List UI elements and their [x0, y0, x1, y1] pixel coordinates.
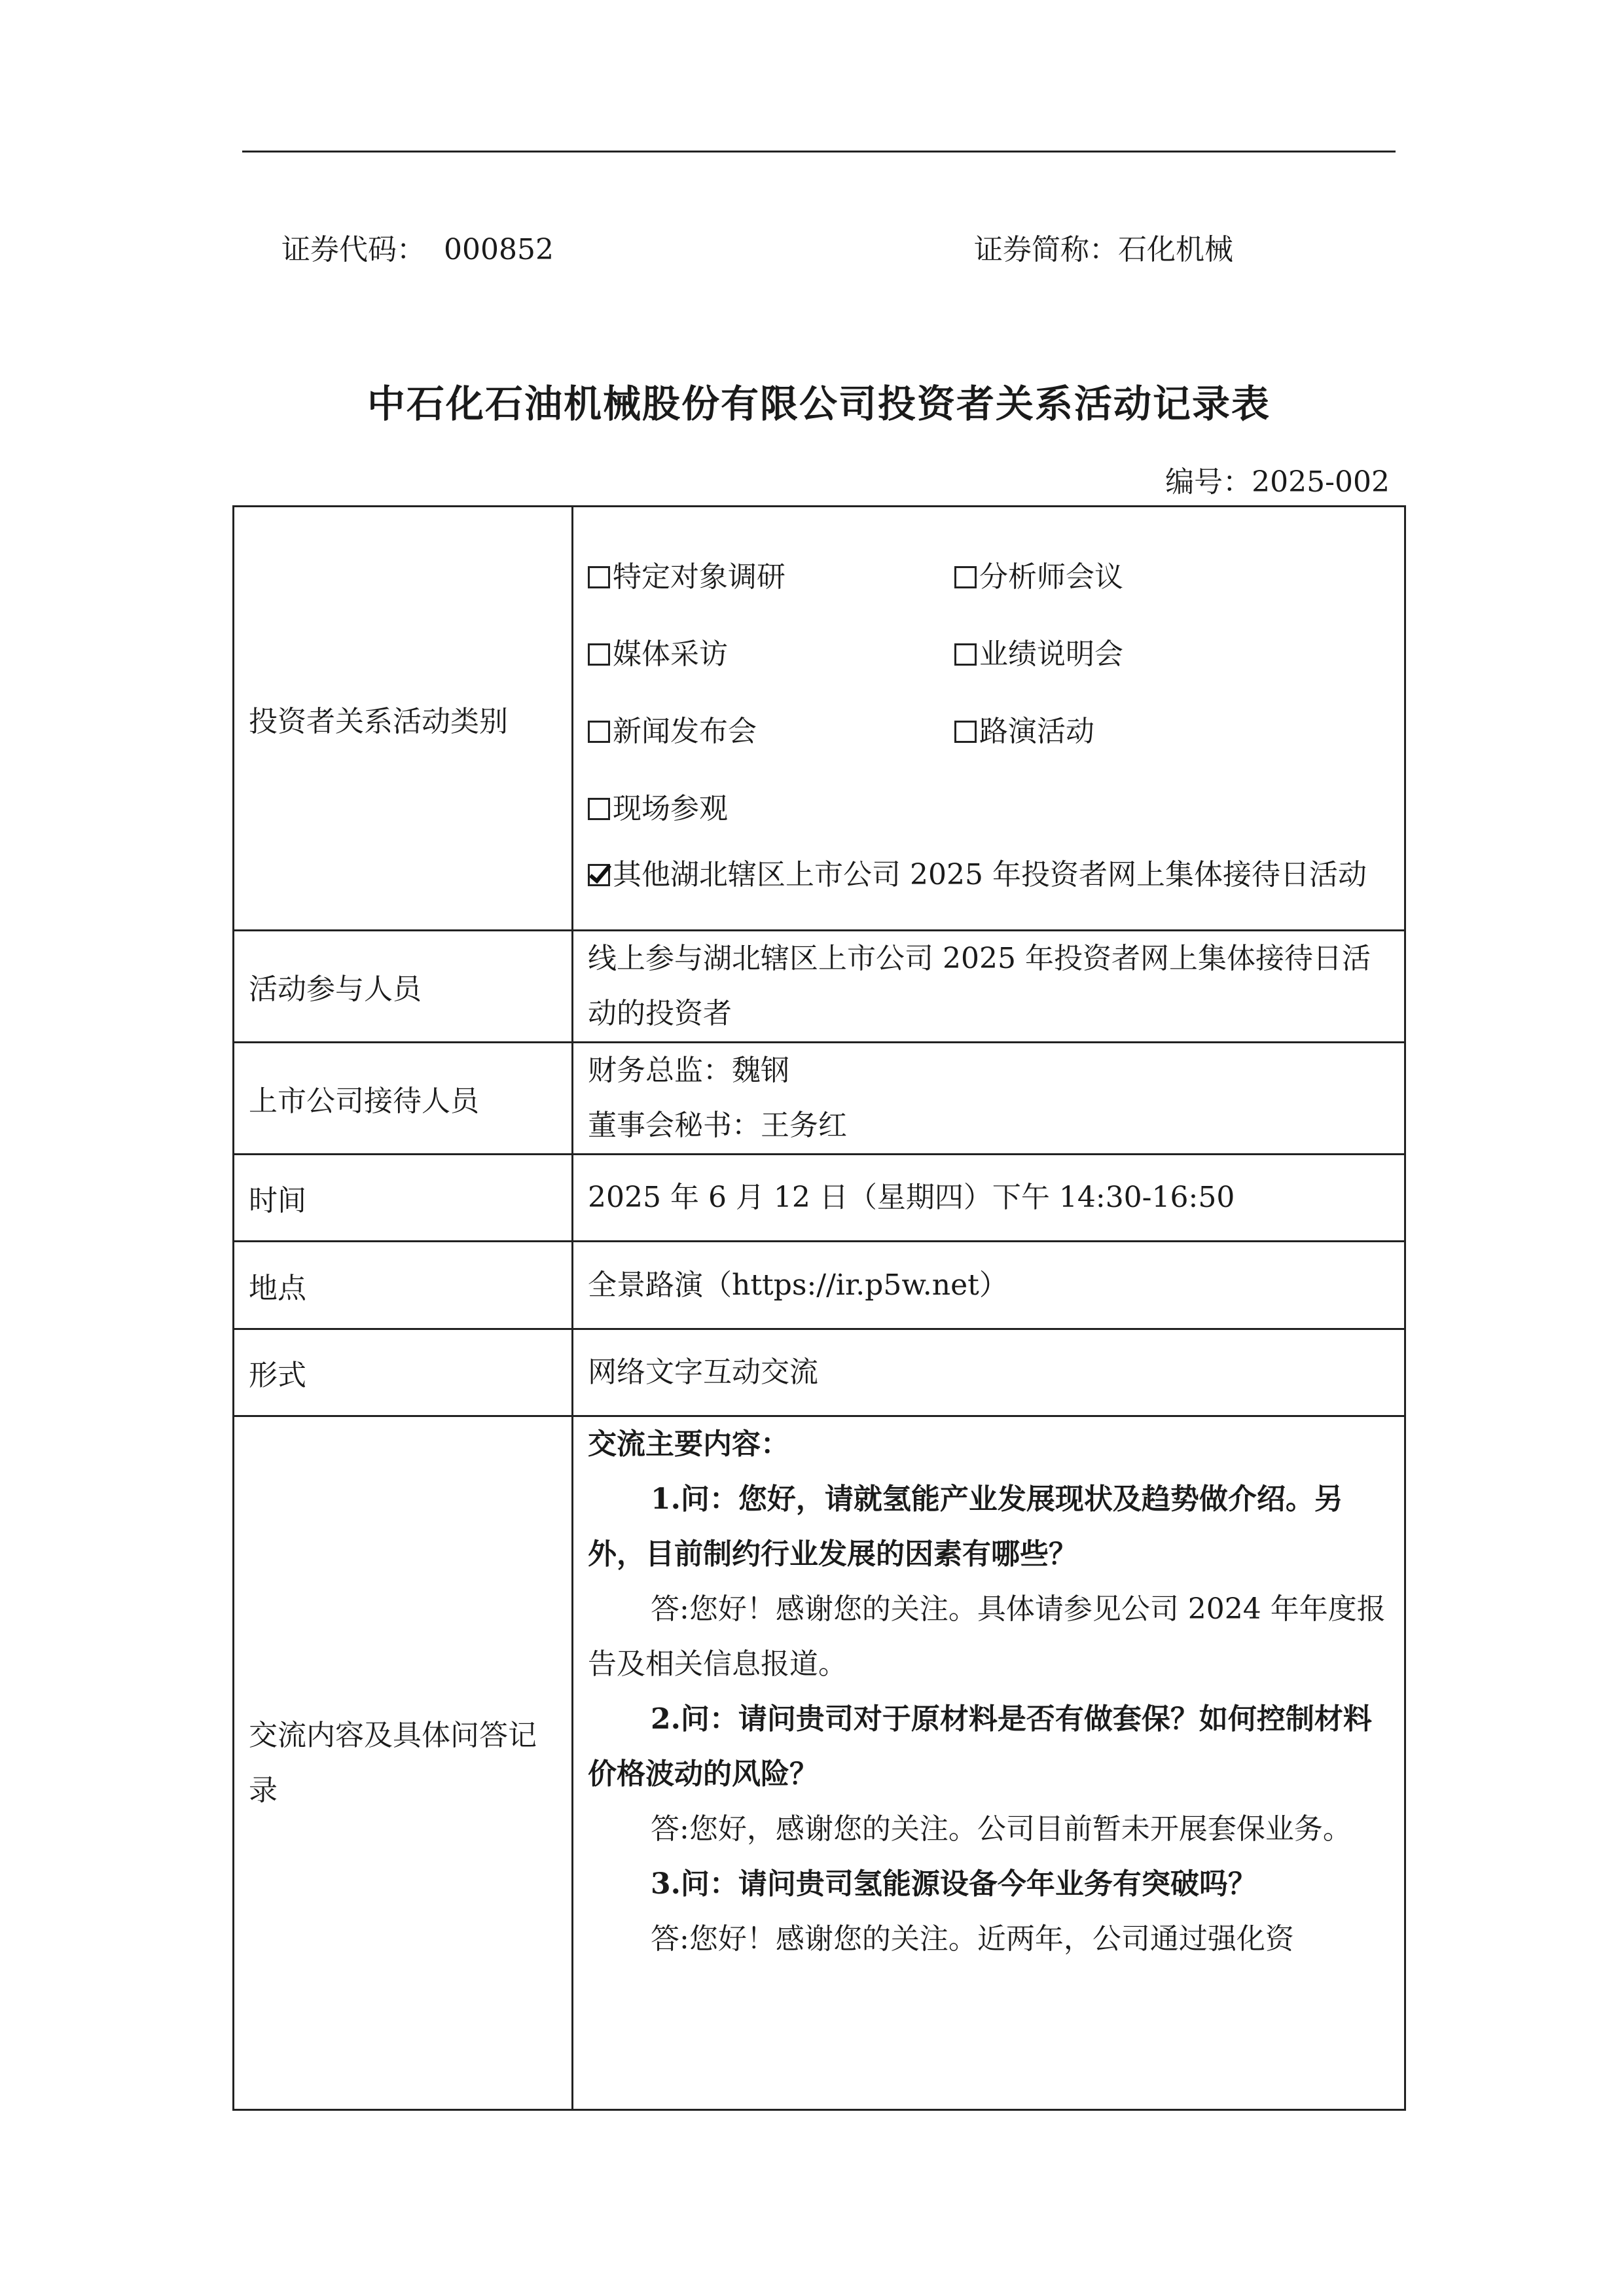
option-analyst-meeting[interactable]: 分析师会议 [954, 539, 1391, 616]
receptionist-cfo: 财务总监：魏钢 [588, 1054, 789, 1087]
receptionists-row [234, 1043, 1405, 1155]
option-specific-research[interactable]: 特定对象调研 [588, 539, 954, 616]
checkbox-icon[interactable] [588, 643, 610, 666]
checkbox-icon[interactable] [588, 798, 610, 820]
participants-value: 线上参与湖北辖区上市公司 2025 年投资者网上集体接待日活动的投资者 [573, 931, 1405, 1043]
checkbox-icon[interactable] [588, 721, 610, 743]
option-roadshow[interactable]: 路演活动 [954, 693, 1391, 770]
checkbox-icon[interactable] [954, 566, 977, 588]
participants-row [234, 931, 1405, 1043]
place-label: 地点 [234, 1242, 573, 1329]
checkbox-icon[interactable] [588, 566, 610, 588]
option-site-visit[interactable]: 现场参观 [588, 770, 954, 848]
question-1: 1.问：您好，请就氢能产业发展现状及趋势做介绍。另外，目前制约行业发展的因素有哪些？ [588, 1482, 1343, 1571]
qa-row [234, 1416, 1405, 2110]
answer-2: 答:您好，感谢您的关注。公司目前暂未开展套保业务。 [651, 1812, 1352, 1846]
security-code [281, 226, 554, 268]
qa-label: 交流内容及具体问答记录 [234, 1416, 573, 2110]
form-row [234, 1329, 1405, 1416]
question-3: 3.问：请问贵司氢能源设备今年业务有突破吗？ [651, 1867, 1257, 1901]
record-table [232, 505, 1406, 2111]
participants-label: 活动参与人员 [234, 931, 573, 1043]
place-row [234, 1242, 1405, 1329]
category-options [573, 507, 1405, 931]
category-label: 投资者关系活动类别 [234, 507, 573, 931]
form-label: 形式 [234, 1329, 573, 1416]
place-value: 全景路演（https://ir.p5w.net） [573, 1242, 1405, 1329]
document-title: 中石化石油机械股份有限公司投资者关系活动记录表 [367, 382, 1271, 426]
security-code-value: 000852 [443, 233, 554, 266]
security-short-name-label: 证券简称： [974, 233, 1118, 266]
receptionists-value [573, 1043, 1405, 1155]
checkbox-icon[interactable] [954, 643, 977, 666]
option-other[interactable]: 其他湖北辖区上市公司 2025 年投资者网上集体接待日活动 [588, 848, 1391, 906]
answer-3: 答:您好！感谢您的关注。近两年，公司通过强化资 [651, 1922, 1294, 1956]
time-row [234, 1155, 1405, 1242]
security-code-label: 证券代码： [281, 233, 425, 266]
category-row [234, 507, 1405, 931]
checked-checkbox-icon[interactable] [588, 864, 610, 886]
serial-number: 编号：2025-002 [1165, 465, 1390, 499]
security-short-name [974, 226, 1233, 268]
option-media-interview[interactable]: 媒体采访 [588, 616, 954, 693]
receptionists-label: 上市公司接待人员 [234, 1043, 573, 1155]
receptionist-secretary: 董事会秘书：王务红 [588, 1109, 847, 1142]
option-press-conference[interactable]: 新闻发布会 [588, 693, 954, 770]
form-value: 网络文字互动交流 [573, 1329, 1405, 1416]
time-value: 2025 年 6 月 12 日（星期四）下午 14:30-16:50 [573, 1155, 1405, 1242]
header-rule [242, 151, 1396, 152]
answer-1: 答:您好！感谢您的关注。具体请参见公司 2024 年年度报告及相关信息报道。 [588, 1592, 1386, 1681]
question-2: 2.问：请问贵司对于原材料是否有做套保？如何控制材料价格波动的风险？ [588, 1702, 1372, 1791]
time-label: 时间 [234, 1155, 573, 1242]
qa-heading: 交流主要内容： [588, 1427, 789, 1461]
qa-content [573, 1416, 1405, 2110]
security-short-name-value: 石化机械 [1118, 233, 1233, 266]
option-results-briefing[interactable]: 业绩说明会 [954, 616, 1391, 693]
checkbox-icon[interactable] [954, 721, 977, 743]
